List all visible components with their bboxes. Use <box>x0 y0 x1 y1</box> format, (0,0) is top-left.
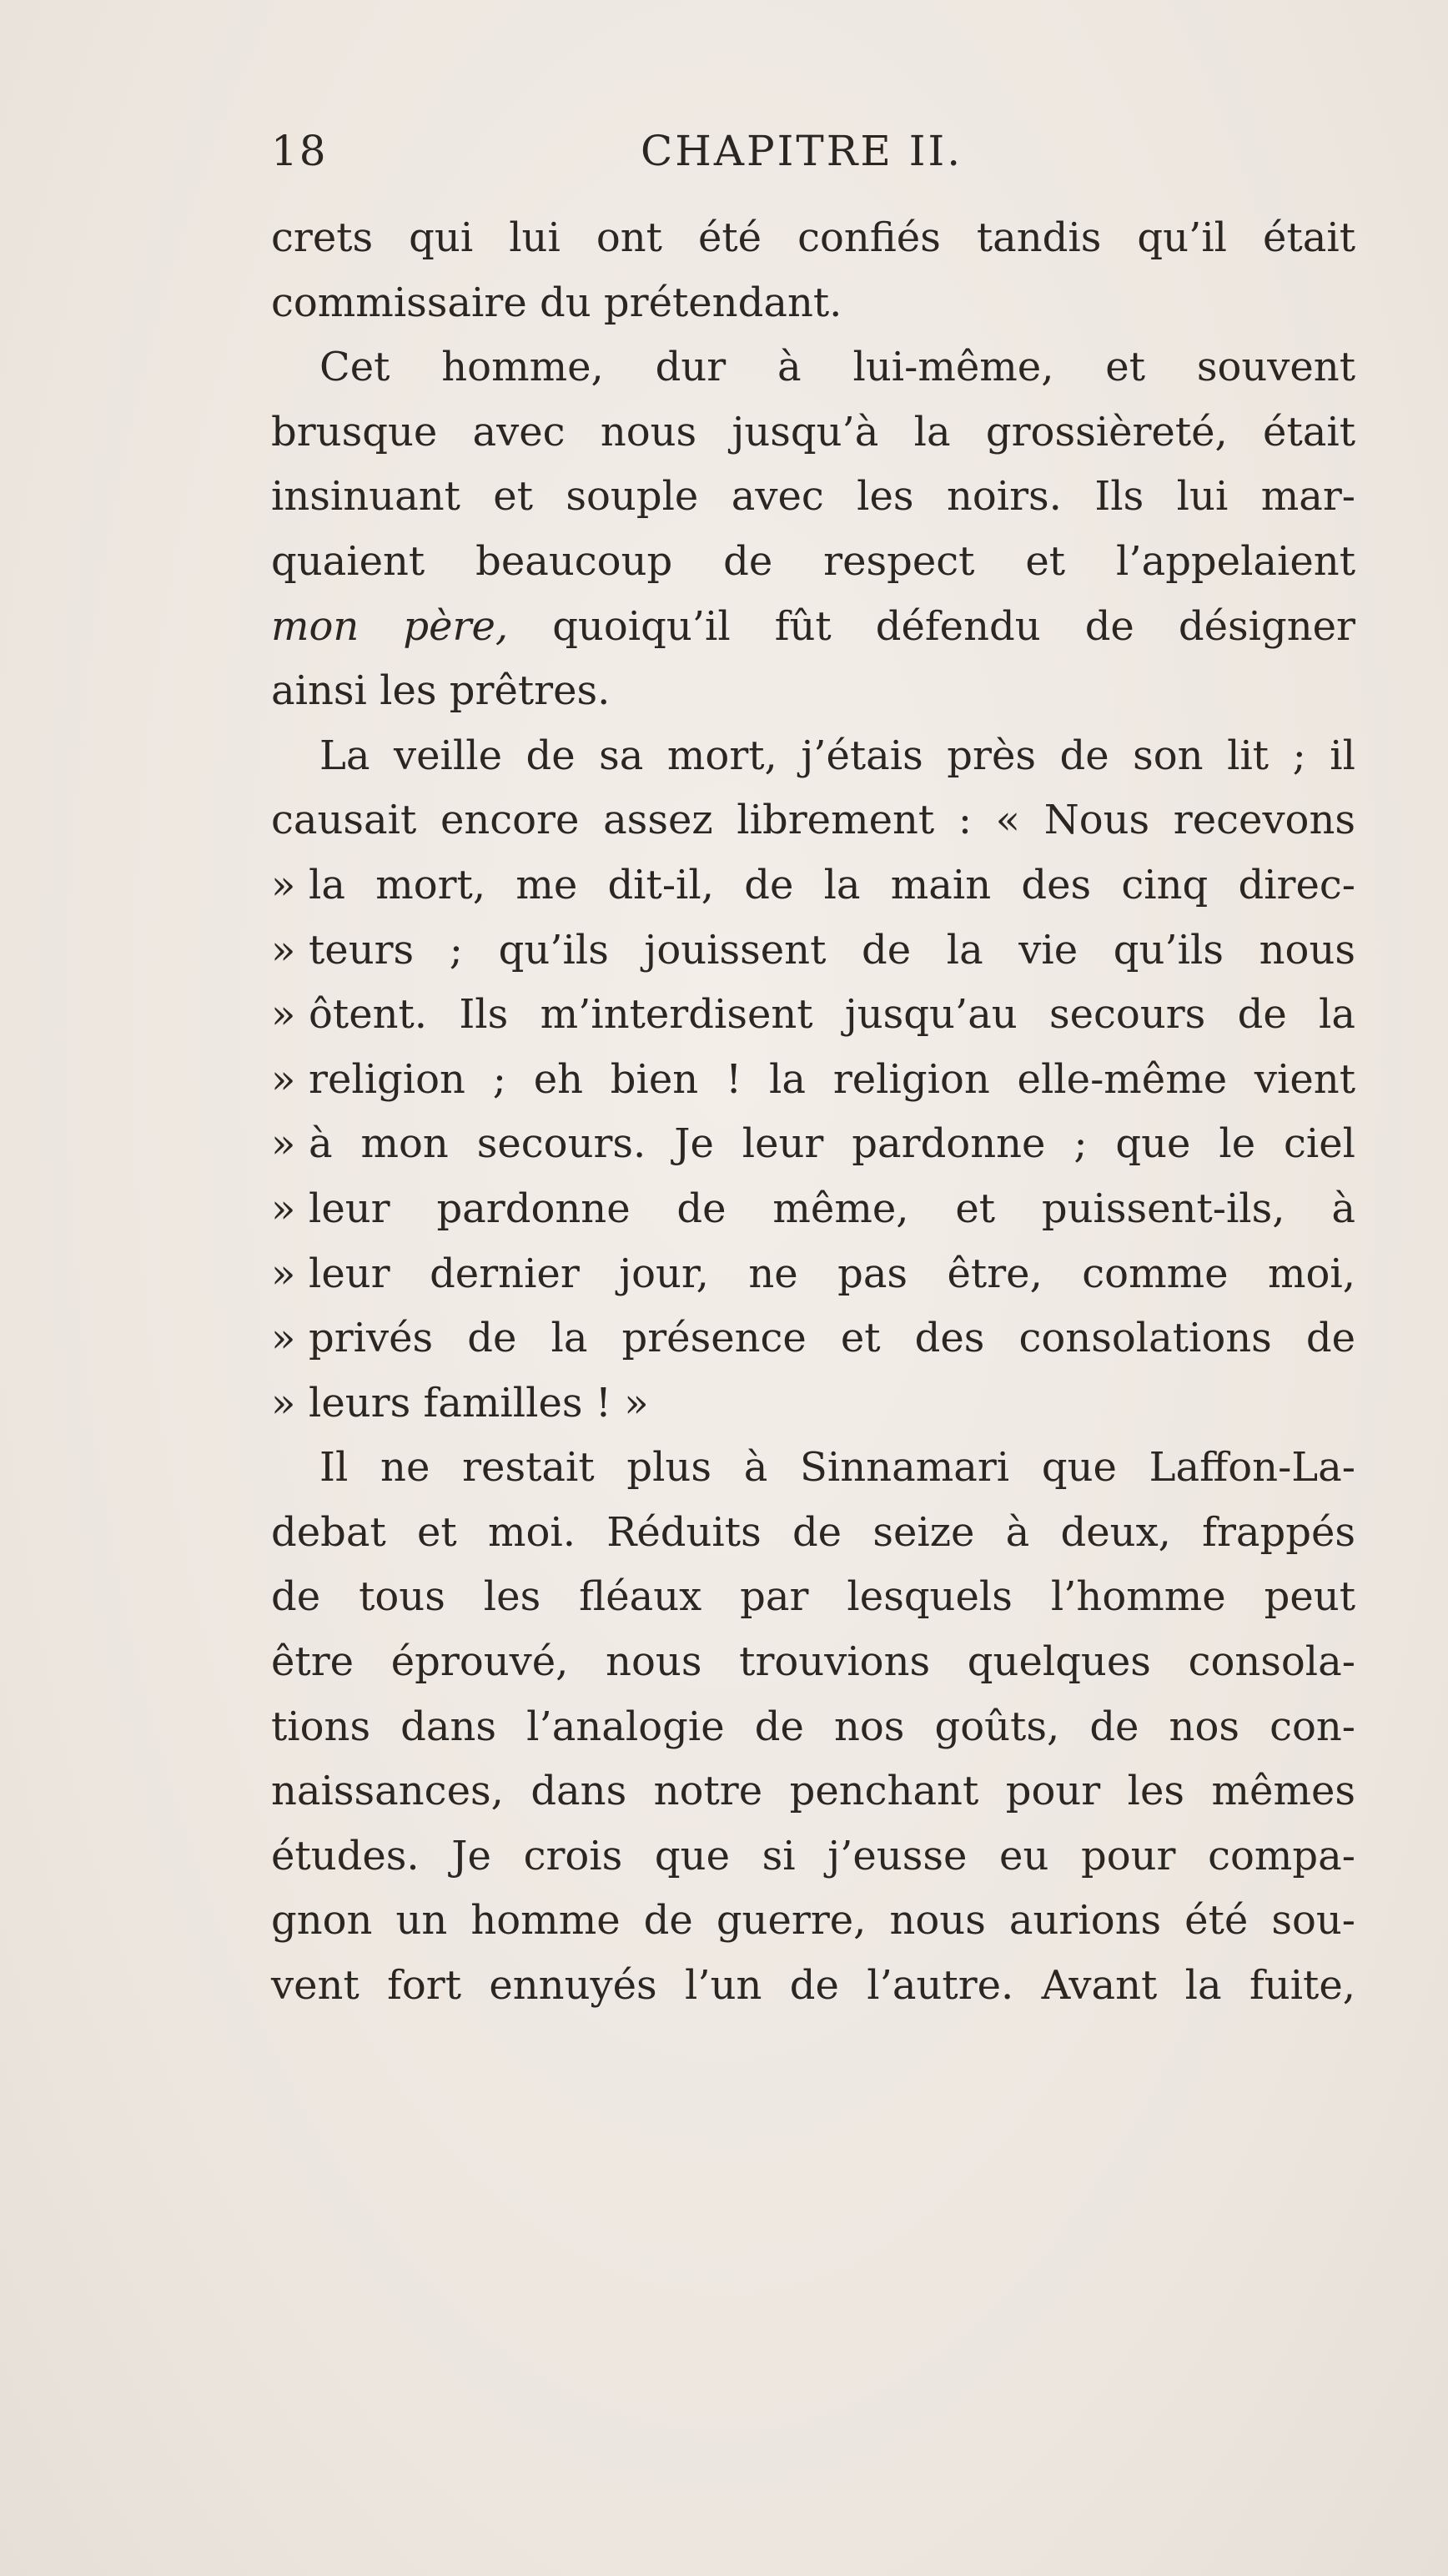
text-line: brusque avec nous jusqu’à la grossièreté, était <box>271 408 1355 455</box>
quote-mark: » <box>271 991 296 1039</box>
text-line: » privés de la présence et des consolations de <box>271 1306 1355 1371</box>
text-line: quaient beaucoup de respect et l’appelaient <box>271 537 1355 585</box>
body-text <box>271 206 1355 2019</box>
page-number: 18 <box>271 127 328 175</box>
text-line: gnon un homme de guerre, nous aurions été sou- <box>271 1897 1355 1945</box>
italic-phrase: mon père, <box>271 602 509 650</box>
text-line: naissances, dans notre penchant pour les mêmes <box>271 1768 1355 1815</box>
text-line: tions dans l’analogie de nos goûts, de nos con- <box>271 1703 1355 1750</box>
text-line: crets qui lui ont été confiés tandis qu’il était <box>271 214 1355 261</box>
text-line: études. Je crois que si j’eusse eu pour compa- <box>271 1832 1355 1879</box>
text-line: » religion ; eh bien ! la religion elle-même vient <box>271 1048 1355 1113</box>
text-line: » leur pardonne de même, et puissent-ils, à <box>271 1177 1355 1242</box>
quote-mark: » <box>271 1250 296 1297</box>
quote-mark: » <box>271 1379 296 1426</box>
text-line: » teurs ; qu’ils jouissent de la vie qu’ils nous <box>271 918 1355 984</box>
page-header <box>271 127 1376 194</box>
quote-mark: » <box>271 1185 296 1232</box>
text-line: causait encore assez librement : « Nous recevons <box>271 797 1355 844</box>
running-head: CHAPITRE II. <box>641 127 963 175</box>
text-line: Cet homme, dur à lui-même, et souvent <box>319 344 1355 391</box>
text-line: de tous les fléaux par lesquels l’homme peut <box>271 1573 1355 1621</box>
text-line: commissaire du prétendant. <box>271 279 842 326</box>
quote-mark: » <box>271 1315 296 1362</box>
text-line: La veille de sa mort, j’étais près de son lit ; il <box>319 732 1355 779</box>
text-line: » à mon secours. Je leur pardonne ; que le ciel <box>271 1112 1355 1177</box>
text-line: » ôtent. Ils m’interdisent jusqu’au secours de la <box>271 983 1355 1048</box>
text-line: vent fort ennuyés l’un de l’autre. Avant la fuite, <box>271 1962 1355 2010</box>
text-line: » leur dernier jour, ne pas être, comme moi, <box>271 1242 1355 1307</box>
text-line: être éprouvé, nous trouvions quelques consola- <box>271 1638 1355 1686</box>
quote-mark: » <box>271 1120 296 1168</box>
text-line: debat et moi. Réduits de seize à deux, frappés <box>271 1508 1355 1556</box>
text-line: ainsi les prêtres. <box>271 667 611 715</box>
quote-mark: » <box>271 1055 296 1103</box>
text-line: » la mort, me dit-il, de la main des cinq direc- <box>271 853 1355 918</box>
quote-mark: » <box>271 861 296 908</box>
text-line: mon père, quoiqu’il fût défendu de désigner <box>271 602 1356 650</box>
quote-mark: » <box>271 926 296 974</box>
text-line: insinuant et souple avec les noirs. Ils lui mar- <box>271 473 1355 521</box>
text-line: Il ne restait plus à Sinnamari que Laffon-La- <box>319 1444 1355 1492</box>
text-line: » leurs familles ! » <box>271 1371 1355 1436</box>
